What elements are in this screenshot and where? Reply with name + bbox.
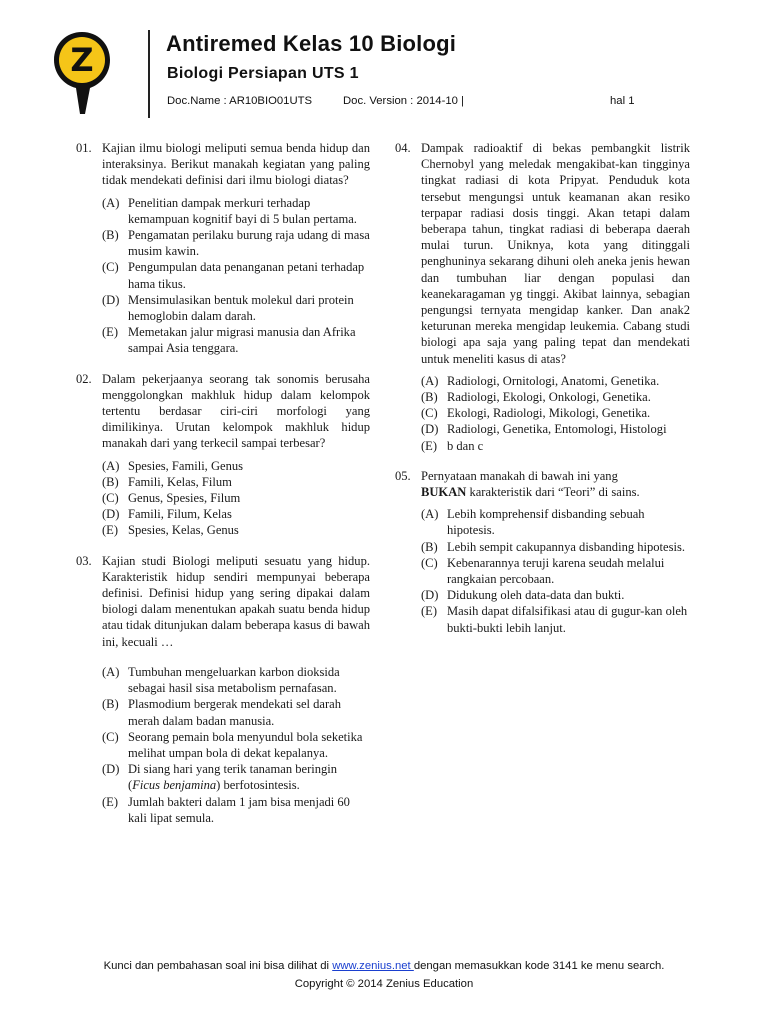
option-a xyxy=(102,458,370,474)
option-c xyxy=(102,490,370,506)
option-label: (C) xyxy=(102,491,119,506)
option-d xyxy=(102,292,370,324)
option-b xyxy=(102,696,370,728)
option-e xyxy=(421,603,690,635)
footer-note xyxy=(0,960,768,972)
option-text: Famili, Kelas, Filum xyxy=(128,474,232,489)
option-label: (A) xyxy=(102,195,120,210)
question-number: 02. xyxy=(76,371,92,386)
option-text: Plasmodium bergerak mendekati sel darah merah dalam badan manusia. xyxy=(128,697,342,728)
option-b xyxy=(102,474,370,490)
question-text-start: Pernyataan manakah di bawah ini yang xyxy=(421,468,618,483)
option-text: Tumbuhan mengeluarkan karbon dioksida sebagai hasil sisa metabolism pernafasan. xyxy=(128,664,340,696)
option-b xyxy=(421,389,690,405)
copyright: Copyright © 2014 Zenius Education xyxy=(294,978,474,990)
question-number: 04. xyxy=(395,141,411,155)
option-label: (B) xyxy=(102,697,119,712)
option-label: (C) xyxy=(421,555,438,570)
option-c xyxy=(421,555,690,587)
option-d xyxy=(421,421,690,437)
doc-name: Doc.Name : AR10BIO01UTS xyxy=(167,95,313,107)
option-text: Jumlah bakteri dalam 1 jam bisa menjadi 60 kali lipat semula. xyxy=(128,794,350,825)
footer-text-end: dengan memasukkan kode 3141 ke menu search. xyxy=(413,960,665,972)
option-text: Lebih komprehensif disbanding sebuah hipotesis. xyxy=(447,507,645,538)
option-c xyxy=(421,405,690,421)
species-name: Ficus benjamina xyxy=(132,778,217,793)
page-subtitle: Biologi Persiapan UTS 1 xyxy=(167,65,359,82)
page-number: hal 1 xyxy=(610,95,635,107)
option-d xyxy=(102,761,370,793)
option-label: (A) xyxy=(421,373,439,388)
doc-version: Doc. Version : 2014-10 | xyxy=(343,95,464,107)
question-text: Dalam pekerjaanya seorang tak sonomis berusaha menggolongkan makhluk hidup dalam kelompok tertentu berdasar ciri-ciri morfologi yang dimilikinya. Urutan kelompok makhluk hidup manakah dari yang terkecil sampai terbesar? xyxy=(102,371,370,451)
option-text: Spesies, Kelas, Genus xyxy=(128,523,239,538)
option-e xyxy=(102,324,370,356)
option-text: b dan c xyxy=(447,438,484,453)
question-04 xyxy=(395,140,690,454)
option-text: Seorang pemain bola menyundul bola seketika melihat umpan bola di dekat kepalanya. xyxy=(128,729,363,760)
option-text: Didukung oleh data-data dan bukti. xyxy=(447,588,625,603)
option-text: Radiologi, Ekologi, Onkologi, Genetika. xyxy=(447,390,651,405)
option-text: Spesies, Famili, Genus xyxy=(128,458,244,473)
option-text: Ekologi, Radiologi, Mikologi, Genetika. xyxy=(447,406,651,421)
question-03 xyxy=(76,553,370,826)
option-text: Mensimulasikan bentuk molekul dari protein hemoglobin dalam darah. xyxy=(128,292,354,324)
option-label: (A) xyxy=(102,664,120,679)
question-number: 03. xyxy=(76,553,92,568)
question-text xyxy=(421,468,690,500)
option-text: Radiologi, Ornitologi, Anatomi, Genetika. xyxy=(447,373,660,388)
header-divider xyxy=(148,30,150,118)
option-label: (D) xyxy=(102,762,120,777)
zenius-link[interactable]: www.zenius.net xyxy=(332,960,414,972)
option-label: (D) xyxy=(421,588,439,603)
zenius-logo xyxy=(52,30,112,116)
question-01 xyxy=(76,140,370,357)
option-text: Pengamatan perilaku burung raja udang di masa musim kawin. xyxy=(128,228,370,259)
emphasis-word: BUKAN xyxy=(421,485,467,500)
question-text: Dampak radioaktif di bekas pembangkit listrik Chernobyl yang meledak mengakibat-kan tingginya tingkat radiasi di kota Pripyat. Penduduk kota tersebut mengungsi untuk keamanan akan resiko terpapar radiasi dosis tinggi. Akan tetapi dalam beberapa tahun, tingkat radiasi di beberapa daerah mulai turun. Uniknya, kota yang ditinggali penghuninya sekarang dihuni oleh aneka jenis hewan dan tumbuhan liar dengan populasi dan keanekaragaman yg tinggi. Akibat lainnya, sebagian pengungsi ternyata mengidap kanker. Dan anak2 keturunan mereka mengidap leukemia. Cabang studi biologi apa saja yang paling tepat dan mendekati untuk meneliti kasus di atas? xyxy=(421,141,690,366)
option-label: (B) xyxy=(421,539,438,554)
question-05 xyxy=(395,468,690,636)
option-label: (D) xyxy=(102,507,120,522)
option-label: (C) xyxy=(421,406,438,421)
option-label: (E) xyxy=(102,523,119,538)
option-label: (C) xyxy=(102,729,119,744)
option-text: Radiologi, Genetika, Entomologi, Histologi xyxy=(447,422,667,437)
option-label: (E) xyxy=(102,325,119,340)
question-text: Kajian studi Biologi meliputi sesuatu yang hidup. Karakteristik hidup sendiri mempunyai beberapa definisi. Definisi hidup yang sering dipakai dalam biologi dalam menentukan apakah suatu benda hidup atau tidak ditunjukan dalam beberapa kasus di bawah ini, kecuali … xyxy=(102,553,370,649)
option-e xyxy=(421,438,690,454)
option-text: Kebenarannya teruji karena seudah melalui rangkaian percobaan. xyxy=(447,555,665,587)
option-label: (D) xyxy=(102,292,120,307)
option-a xyxy=(421,373,690,389)
question-text: Kajian ilmu biologi meliputi semua benda hidup dan interaksinya. Berikut manakah kegiatan yang paling tidak mendekati definisi dari ilmu biologi diatas? xyxy=(102,141,370,188)
option-text: Masih dapat difalsifikasi atau di gugur-kan oleh bukti-bukti lebih lanjut. xyxy=(447,604,688,635)
option-c xyxy=(102,729,370,761)
option-text: Di siang hari yang terik tanaman beringin ( xyxy=(128,762,338,793)
question-number: 01. xyxy=(76,141,92,155)
question-02 xyxy=(76,371,370,539)
option-label: (A) xyxy=(421,507,439,522)
option-a xyxy=(421,506,690,538)
option-b xyxy=(421,539,690,555)
option-text: Famili, Filum, Kelas xyxy=(128,507,232,522)
option-b xyxy=(102,227,370,259)
option-a xyxy=(102,664,370,696)
answer-options xyxy=(421,373,690,454)
left-column xyxy=(76,140,370,826)
option-e xyxy=(102,794,370,826)
option-text: Memetakan jalur migrasi manusia dan Afrika sampai Asia tenggara. xyxy=(128,325,356,356)
option-c xyxy=(102,259,370,291)
answer-options xyxy=(102,458,370,539)
option-d xyxy=(421,587,690,603)
answer-options xyxy=(421,506,690,636)
option-text-tail: ) berfotosintesis. xyxy=(216,778,300,793)
question-text-end: karakteristik dari “Teori” di sains. xyxy=(469,485,640,500)
option-label: (A) xyxy=(102,458,120,473)
option-label: (E) xyxy=(421,438,438,453)
option-label: (C) xyxy=(102,260,119,275)
option-label: (B) xyxy=(102,474,119,489)
option-text: Genus, Spesies, Filum xyxy=(128,491,241,506)
option-label: (B) xyxy=(421,390,438,405)
option-text: Lebih sempit cakupannya disbanding hipotesis. xyxy=(447,539,685,554)
footer-text-start: Kunci dan pembahasan soal ini bisa dilihat di xyxy=(103,960,333,972)
option-label: (E) xyxy=(102,794,119,809)
page-title: Antiremed Kelas 10 Biologi xyxy=(166,31,457,56)
answer-options xyxy=(102,195,370,357)
question-number: 05. xyxy=(395,468,411,483)
right-column xyxy=(395,140,690,636)
option-label: (E) xyxy=(421,604,438,619)
answer-options xyxy=(102,664,370,826)
option-text: Penelitian dampak merkuri terhadap kemampuan kognitif bayi di 5 bulan pertama. xyxy=(128,195,357,226)
option-label: (D) xyxy=(421,422,439,437)
option-label: (B) xyxy=(102,228,119,243)
option-a xyxy=(102,195,370,227)
option-e xyxy=(102,522,370,538)
logo-letter: Z xyxy=(70,41,94,79)
option-d xyxy=(102,506,370,522)
option-text: Pengumpulan data penanganan petani terhadap hama tikus. xyxy=(128,260,365,291)
